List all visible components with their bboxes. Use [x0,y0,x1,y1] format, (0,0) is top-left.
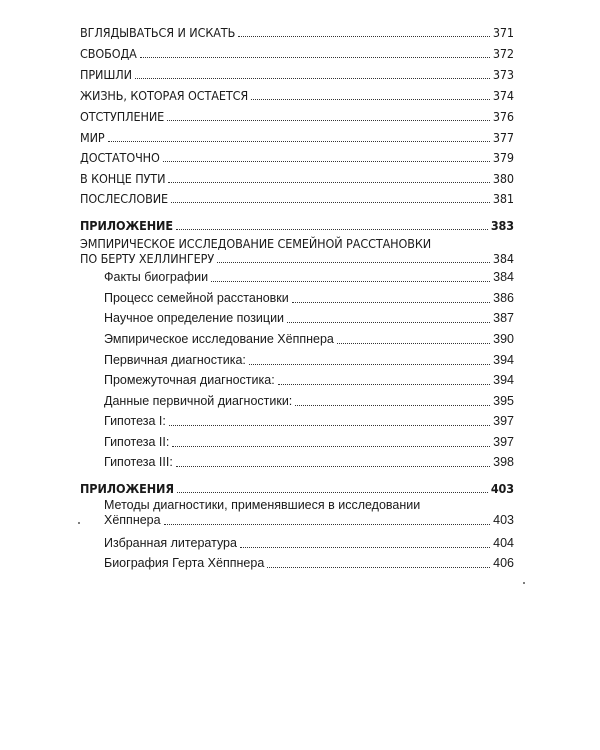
toc-subentry-title: Гипотеза III: [104,455,173,469]
toc-subentry-title: Промежуточная диагностика: [104,373,275,387]
toc-entry-title: ДОСТАТОЧНО [80,150,160,165]
toc-entry[interactable] [80,130,514,145]
dot-leader [287,322,490,323]
dot-leader [177,492,488,493]
toc-section-title: ПРИЛОЖЕНИЯ [80,481,174,496]
toc-section-page: 403 [490,481,514,496]
dot-leader [295,405,490,406]
toc-entry[interactable] [80,46,514,61]
toc-section-page: 383 [490,218,514,233]
toc-subentry-page: 395 [493,394,514,408]
toc-subentry-title-line2: Хёппнера [104,513,161,527]
dot-leader [278,384,490,385]
dot-leader [240,547,490,548]
toc-subentry-page: 390 [493,332,514,346]
toc-subentry-title: Эмпирическое исследование Хёппнера [104,332,334,346]
toc-subentry[interactable] [104,373,514,388]
scan-speck [523,582,525,584]
dot-leader [251,99,490,100]
toc-entry-page: 376 [492,109,514,124]
toc-subentry-page: 386 [493,291,514,305]
toc-subentry-page: 394 [493,373,514,387]
dot-leader [249,364,490,365]
toc-entry-title-line2: ПО БЕРТУ ХЕЛЛИНГЕРУ [80,251,215,266]
toc-entry[interactable] [80,67,514,82]
toc-subentry[interactable] [104,455,514,470]
toc-subentry-title: Гипотеза I: [104,414,166,428]
toc-subentry[interactable] [104,556,514,571]
toc-subentry-title: Научное определение позиции [104,311,285,325]
dot-leader [211,281,490,282]
dot-leader [238,36,490,37]
toc-entry-page: 384 [492,251,514,266]
toc-subentry-page: 394 [493,353,514,367]
toc-subentry-page: 398 [493,455,514,469]
toc-entry-page: 371 [492,25,514,40]
toc-entry[interactable] [80,171,514,186]
toc-subentry[interactable] [104,291,514,306]
toc-subentry-title: Гипотеза II: [104,435,170,449]
toc-subentry-page: 406 [493,556,514,570]
toc-subentry[interactable] [104,270,514,285]
toc-subentry[interactable] [104,394,514,409]
toc-entry-title: ПРИШЛИ [80,67,132,82]
toc-section-appendix[interactable] [80,218,514,233]
toc-subentry-methods[interactable] [104,498,514,528]
toc-subentry-page: 397 [493,414,514,428]
toc-subentry[interactable] [104,414,514,429]
toc-subentry-page: 397 [493,435,514,449]
toc-entry-title: СВОБОДА [80,46,137,61]
toc-subentry-title: Первичная диагностика: [104,353,246,367]
toc-entry[interactable] [80,109,514,124]
toc-entry[interactable] [80,88,514,103]
dot-leader [176,466,490,467]
toc-entry-title: ЖИЗНЬ, КОТОРАЯ ОСТАЕТСЯ [80,88,249,103]
toc-subentry-title: Факты биографии [104,270,209,284]
toc-entry-page: 379 [492,150,514,165]
dot-leader [140,57,490,58]
dot-leader [176,229,488,230]
toc-entry-page: 377 [492,130,514,145]
toc-subentry[interactable] [104,536,514,551]
toc-subentry-title: Биография Герта Хёппнера [104,556,265,570]
toc-entry-title: ОТСТУПЛЕНИЕ [80,109,165,124]
toc-section-title: ПРИЛОЖЕНИЕ [80,218,173,233]
toc-entry-title: МИР [80,130,105,145]
toc-subentry[interactable] [104,353,514,368]
toc-subentry-page: 384 [493,270,514,284]
toc-entry[interactable] [80,150,514,165]
toc-entry-page: 374 [492,88,514,103]
toc-subentry-page: 404 [493,536,514,550]
toc-subentry[interactable] [104,435,514,450]
toc-entry-page: 373 [492,67,514,82]
toc-entry[interactable] [80,191,514,206]
dot-leader [217,262,490,263]
toc-section-appendices[interactable] [80,481,514,496]
toc-subentry-title: Данные первичной диагностики: [104,394,293,408]
toc-subentry[interactable] [104,311,514,326]
scan-speck [78,522,80,524]
toc-entry-title-line1: ЭМПИРИЧЕСКОЕ ИССЛЕДОВАНИЕ СЕМЕЙНОЙ РАССТАНОВКИ [80,236,432,251]
dot-leader [171,202,490,203]
dot-leader [292,302,490,303]
toc-entry-title: В КОНЦЕ ПУТИ [80,171,166,186]
dot-leader [169,425,490,426]
toc-subentry[interactable] [104,332,514,347]
dot-leader [108,141,490,142]
toc-entry-title: ВГЛЯДЫВАТЬСЯ И ИСКАТЬ [80,25,236,40]
toc-subentry-title: Процесс семейной расстановки [104,291,289,305]
toc-subentry-page: 403 [493,513,514,527]
dot-leader [172,446,490,447]
dot-leader [168,182,489,183]
toc-entry-title: ПОСЛЕСЛОВИЕ [80,191,169,206]
toc-entry-page: 381 [492,191,514,206]
toc-subentry-title: Избранная литература [104,536,237,550]
dot-leader [167,120,490,121]
dot-leader [267,567,490,568]
toc-subentry-title-line1: Методы диагностики, применявшиеся в исследовании [104,498,421,512]
toc-entry-page: 380 [492,171,514,186]
toc-entry-page: 372 [492,46,514,61]
dot-leader [164,524,491,525]
toc-entry-study[interactable] [80,236,514,266]
toc-subentry-page: 387 [493,311,514,325]
dot-leader [135,78,490,79]
dot-leader [337,343,490,344]
toc-entry[interactable] [80,25,514,40]
dot-leader [163,161,490,162]
